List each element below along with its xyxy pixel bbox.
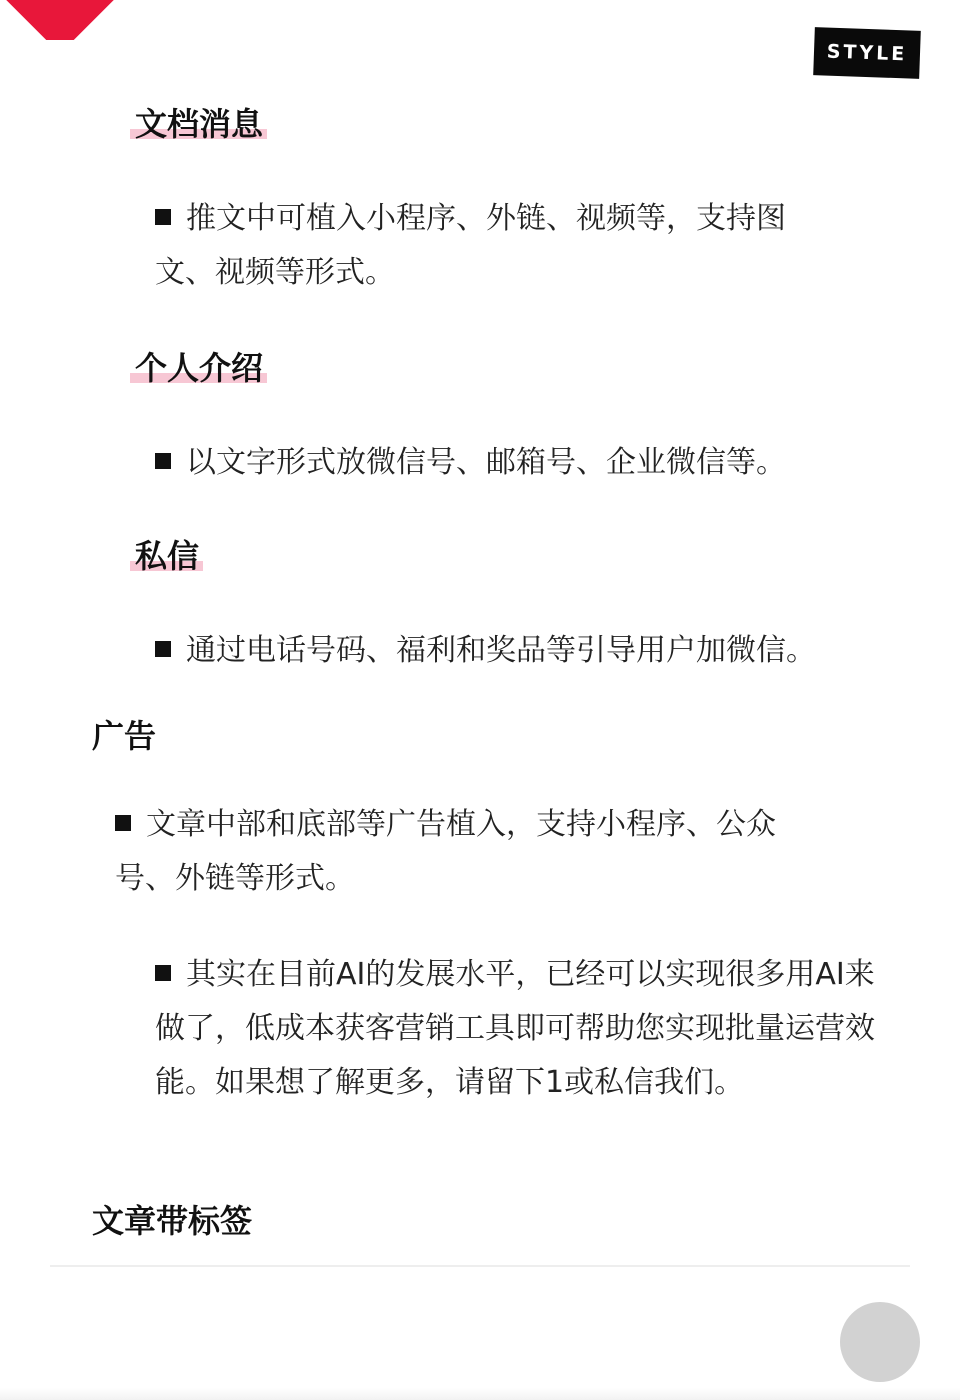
bottom-edge: [0, 1388, 960, 1400]
list-item: [155, 436, 875, 490]
square-bullet-icon: [115, 815, 131, 831]
square-bullet-icon: [155, 641, 171, 657]
list-item: [115, 798, 835, 906]
section-heading-ads: 广告: [92, 717, 157, 755]
list-item-text: 以文字形式放微信号、邮箱号、企业微信等。: [186, 445, 786, 480]
list-item: [155, 624, 875, 678]
list-item: [155, 192, 845, 300]
red-diamond-icon: [6, 0, 113, 40]
list-item-note: [155, 948, 875, 1110]
section-heading-tags: 文章带标签: [92, 1202, 253, 1240]
corner-decoration: [0, 0, 130, 40]
square-bullet-icon: [155, 209, 171, 225]
square-bullet-icon: [155, 453, 171, 469]
list-item-text: 文章中部和底部等广告植入，支持小程序、公众号、外链等形式。: [115, 807, 776, 896]
list-item-text: 推文中可植入小程序、外链、视频等，支持图文、视频等形式。: [155, 201, 786, 290]
list-item-text: 通过电话号码、福利和奖品等引导用户加微信。: [186, 633, 816, 668]
style-badge: STYLE: [813, 27, 921, 79]
section-heading-document-message: 文档消息: [130, 104, 267, 144]
list-item-text: 其实在目前AI的发展水平，已经可以实现很多用AI来做了，低成本获客营销工具即可帮助您实现批量运营效能。如果想了解更多，请留下1或私信我们。: [155, 957, 875, 1100]
square-bullet-icon: [155, 965, 171, 981]
scroll-top-button[interactable]: [840, 1302, 920, 1382]
section-heading-personal-intro: 个人介绍: [130, 348, 267, 388]
section-heading-private-message: 私信: [130, 536, 203, 576]
divider: [50, 1265, 910, 1267]
